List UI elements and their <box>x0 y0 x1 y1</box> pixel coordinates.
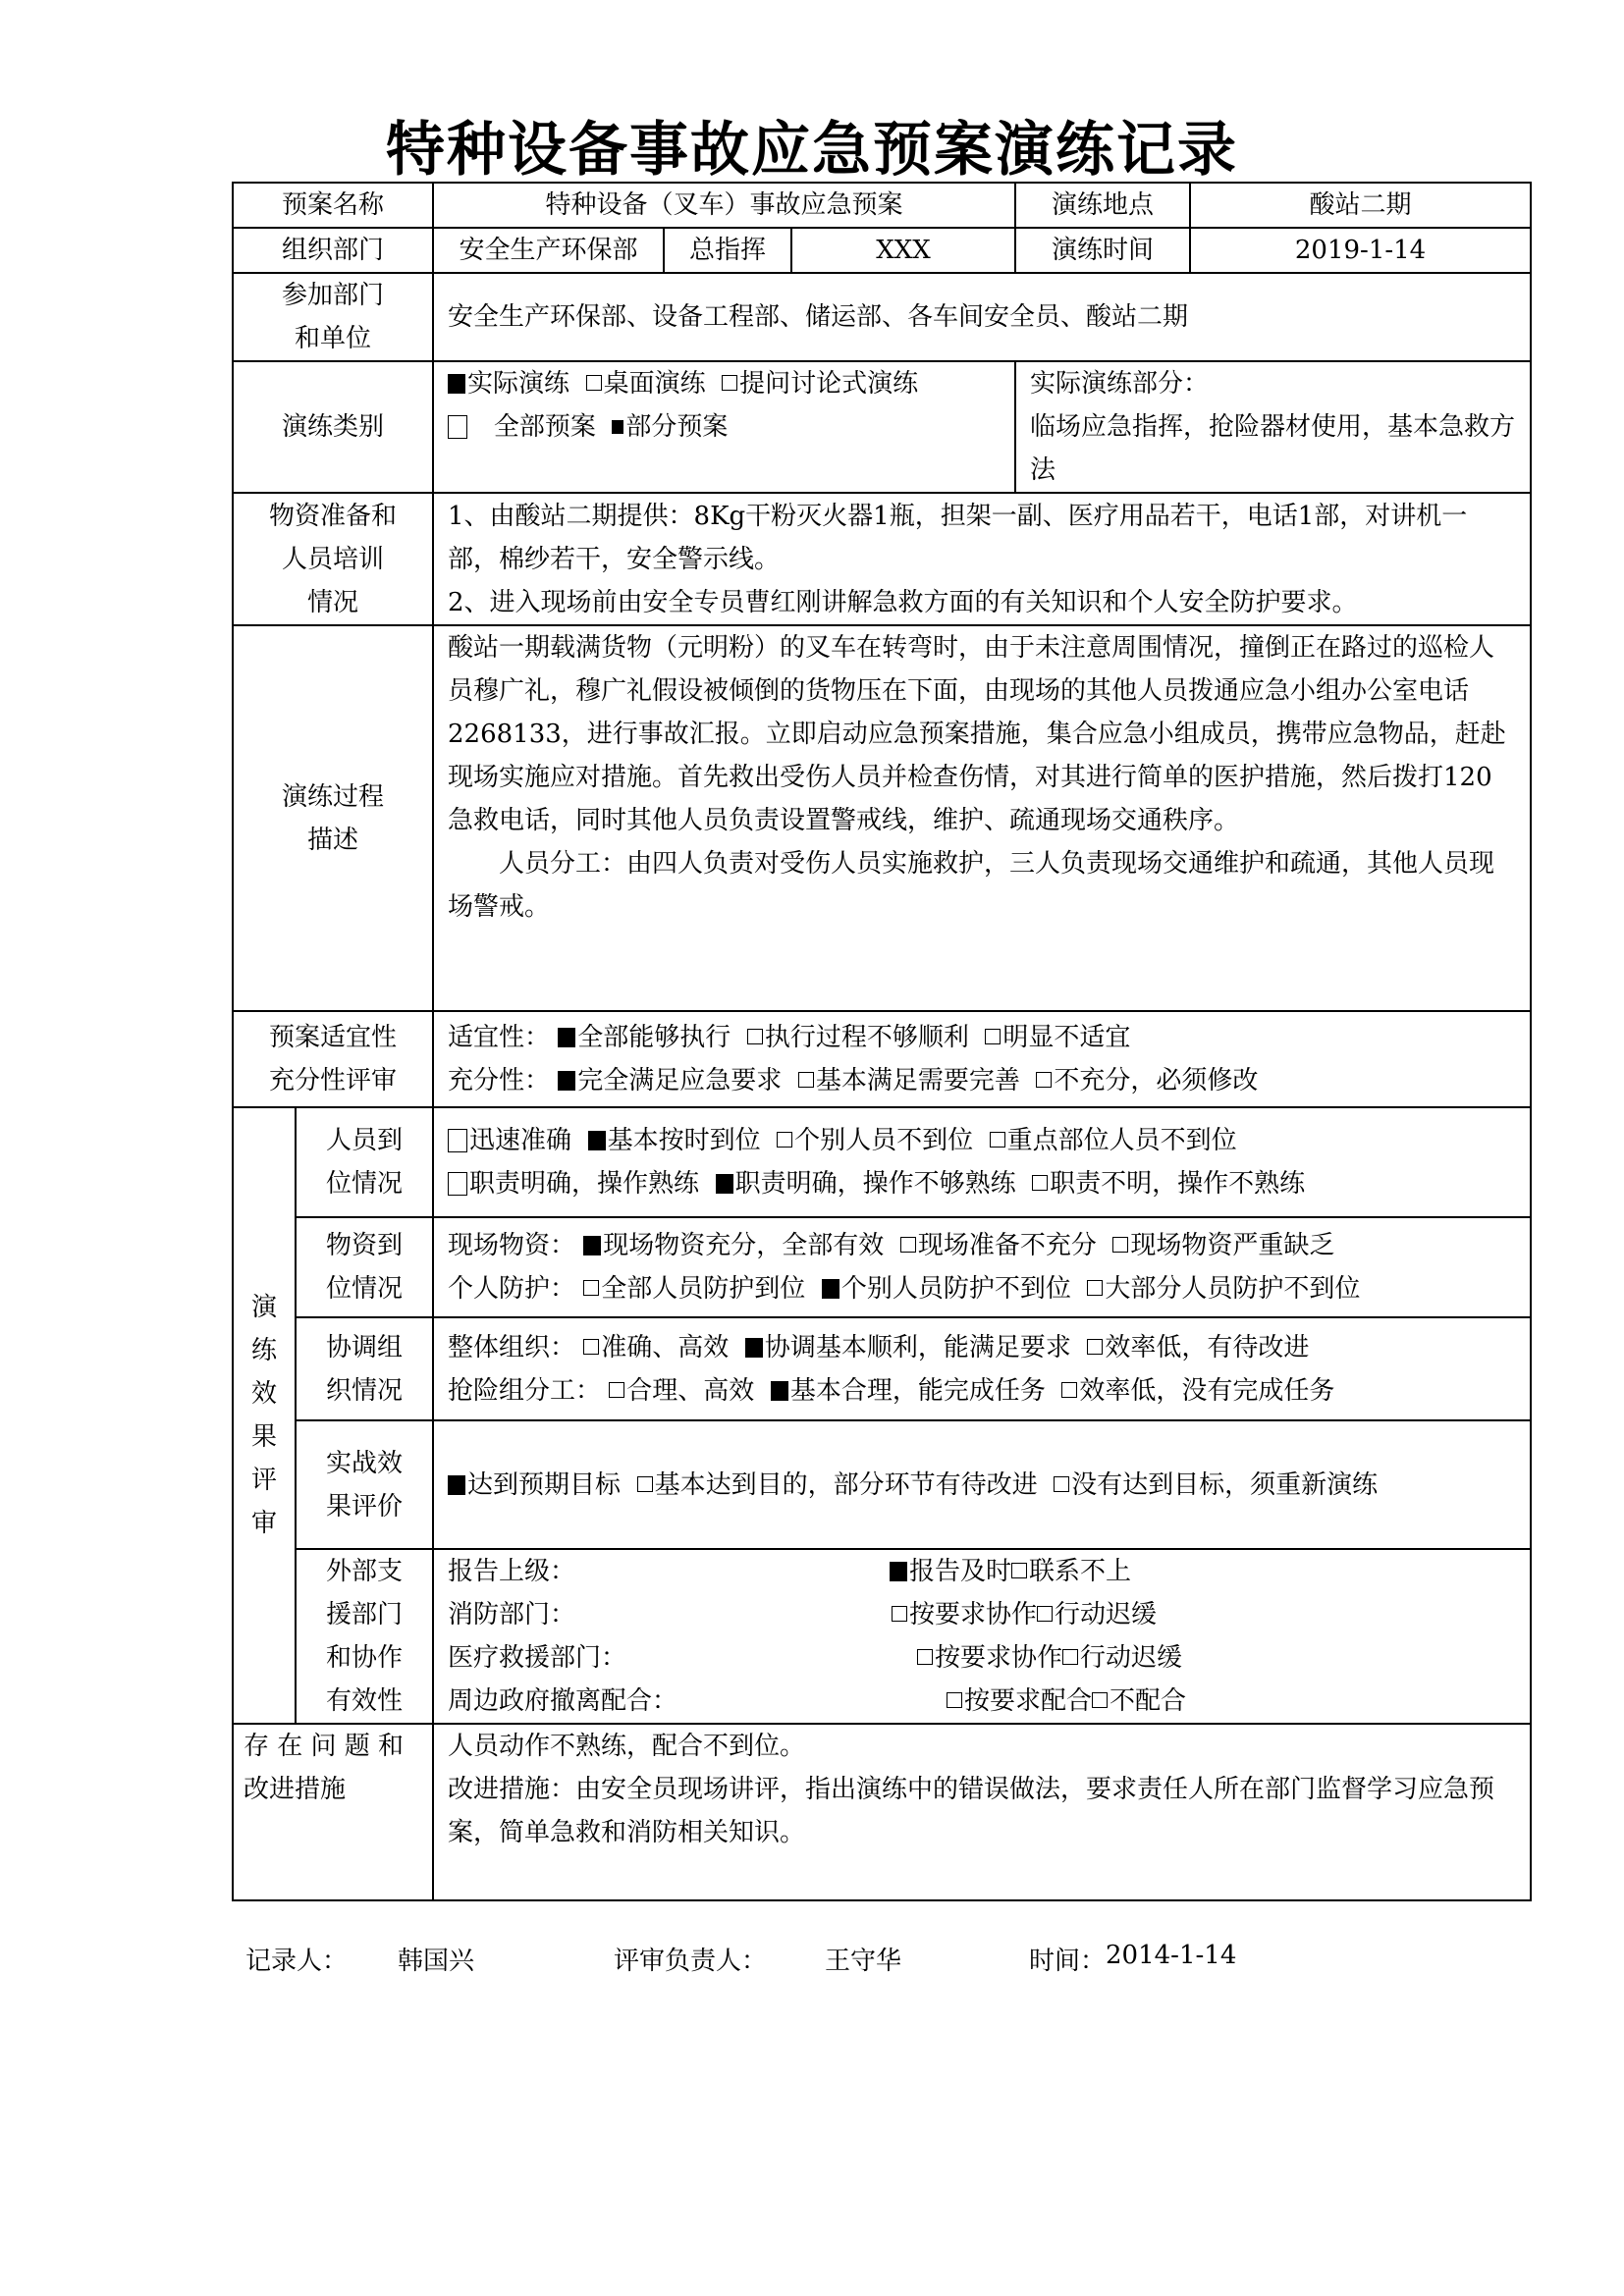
record-time-label: 时间： <box>1029 1947 1107 1976</box>
checkbox-medical-slow[interactable]: 行动迟缓 <box>1062 1636 1182 1680</box>
checkbox-discussion-drill[interactable]: 提问讨论式演练 <box>714 369 918 399</box>
checkbox-fire-cooperate[interactable]: 按要求协作 <box>892 1593 1037 1636</box>
checkbox-adequacy-full[interactable]: 完全满足应急要求 <box>558 1066 782 1095</box>
process-label: 演练过程 描述 <box>233 625 433 1011</box>
checkbox-adequacy-basic[interactable]: 基本满足需要完善 <box>790 1066 1020 1095</box>
checkbox-goal-failed[interactable]: 没有达到目标，须重新演练 <box>1046 1470 1378 1500</box>
checkbox-org-efficient[interactable]: 准确、高效 <box>583 1333 729 1362</box>
personnel-label: 人员到 位情况 <box>296 1107 433 1217</box>
participants-label: 参加部门 和单位 <box>233 273 433 361</box>
issues-row <box>233 1724 1531 1900</box>
checkbox-clear-skilled[interactable]: 职责明确，操作熟练 <box>448 1169 699 1199</box>
coordination-label: 协调组 织情况 <box>296 1317 433 1420</box>
coordination-row <box>233 1317 1531 1420</box>
checkbox-partial-plan[interactable]: 部分预案 <box>604 412 728 442</box>
org-row <box>233 228 1531 273</box>
drill-time-label: 演练时间 <box>1015 228 1190 273</box>
checkbox-protection-all[interactable]: 全部人员防护到位 <box>583 1274 805 1304</box>
suitability-row <box>233 1011 1531 1107</box>
checkbox-key-absent[interactable]: 重点部位人员不到位 <box>981 1126 1236 1155</box>
location-label: 演练地点 <box>1015 183 1190 228</box>
plan-name-value: 特种设备（叉车）事故应急预案 <box>433 183 1015 228</box>
location-value: 酸站二期 <box>1190 183 1531 228</box>
checkbox-suit-unsuitable[interactable]: 明显不适宜 <box>977 1023 1130 1052</box>
checkbox-basically-on-time[interactable]: 基本按时到位 <box>579 1126 760 1155</box>
process-description: 酸站一期载满货物（元明粉）的叉车在转弯时，由于未注意周围情况，撞倒正在路过的巡检人员穆广礼，穆广礼假设被倾倒的货物压在下面，由现场的其他人员拨通应急小组办公室电话2268133，进行事故汇报。立即启动应急预案措施，集合应急小组成员，携带应急物品，赶赴现场实施应对措施。首先救出受伤人员并检查伤情，对其进行简单的医护措施，然后拨打120急救电话，同时其他人员负责设置警戒线，维护、疏通现场交通秩序。 人员分工：由四人负责对受伤人员实施救护，三人负责现场交通维护和疏通，其他人员现场警戒。 <box>433 625 1531 1011</box>
checkbox-materials-sufficient[interactable]: 现场物资充分，全部有效 <box>583 1231 884 1260</box>
checkbox-report-unreachable[interactable]: 联系不上 <box>1011 1550 1131 1593</box>
actual-drill-part: 实际演练部分： 临场应急指挥，抢险器材使用，基本急救方法 <box>1015 361 1531 493</box>
checkbox-fire-slow[interactable]: 行动迟缓 <box>1037 1593 1157 1636</box>
checkbox-clear-unskilled[interactable]: 职责明确，操作不够熟练 <box>707 1169 1015 1199</box>
checkbox-suit-all[interactable]: 全部能够执行 <box>558 1023 731 1052</box>
drill-record-table <box>232 182 1532 1901</box>
reviewer-label: 评审负责人： <box>614 1947 768 1976</box>
preparation-row <box>233 493 1531 625</box>
org-dept-label: 组织部门 <box>233 228 433 273</box>
checkbox-gov-cooperate[interactable]: 按要求配合 <box>947 1680 1092 1723</box>
checkbox-goal-met[interactable]: 达到预期目标 <box>448 1470 621 1500</box>
commander-value: XXX <box>791 228 1015 273</box>
checkbox-report-timely[interactable]: 报告及时 <box>890 1550 1011 1593</box>
drill-type-options <box>433 361 1015 493</box>
checkbox-adequacy-insufficient[interactable]: 不充分，必须修改 <box>1028 1066 1258 1095</box>
suitability-label: 预案适宜性 充分性评审 <box>233 1011 433 1107</box>
org-dept-value: 安全生产环保部 <box>433 228 664 273</box>
checkbox-suit-not-smooth[interactable]: 执行过程不够顺利 <box>739 1023 969 1052</box>
checkbox-division-efficient[interactable]: 合理、高效 <box>609 1376 754 1406</box>
checkbox-full-plan[interactable]: 全部预案 <box>448 412 596 442</box>
checkbox-gov-refuse[interactable]: 不配合 <box>1092 1680 1186 1723</box>
combat-value <box>433 1420 1531 1549</box>
checkbox-medical-cooperate[interactable]: 按要求协作 <box>917 1636 1062 1680</box>
drill-time-value: 2019-1-14 <box>1190 228 1531 273</box>
materials-row <box>233 1217 1531 1317</box>
checkbox-org-smooth[interactable]: 协调基本顺利，能满足要求 <box>737 1333 1071 1362</box>
checkbox-org-low[interactable]: 效率低，有待改进 <box>1079 1333 1309 1362</box>
checkbox-division-low[interactable]: 效率低，没有完成任务 <box>1054 1376 1334 1406</box>
recorder-label: 记录人： <box>245 1947 349 1976</box>
drill-type-row <box>233 361 1531 493</box>
preparation-value: 1、由酸站二期提供：8Kg干粉灭火器1瓶，担架一副、医疗用品若干，电话1部，对讲机一部，棉纱若干，安全警示线。 2、进入现场前由安全专员曹红刚讲解急救方面的有关知识和个人安全防护要求。 <box>433 493 1531 625</box>
record-time-value: 2014-1-14 <box>1106 1941 1237 1970</box>
checkbox-materials-lacking[interactable]: 现场物资严重缺乏 <box>1105 1231 1334 1260</box>
checkbox-protection-some[interactable]: 个别人员防护不到位 <box>814 1274 1071 1304</box>
external-label: 外部支 援部门 和协作 有效性 <box>296 1549 433 1724</box>
checkbox-tabletop-drill[interactable]: 桌面演练 <box>577 369 705 399</box>
process-row <box>233 625 1531 1011</box>
materials-label: 物资到 位情况 <box>296 1217 433 1317</box>
materials-value: 现场物资： 现场物资充分，全部有效 现场准备不充分 现场物资严重缺乏 个人防护： 全部人员防护到位 个别人员防护不到位 大部分人员防护不到位 <box>433 1217 1531 1317</box>
coordination-value: 整体组织： 准确、高效 协调基本顺利，能满足要求 效率低，有待改进 抢险组分工： 合理、高效 基本合理，能完成任务 效率低，没有完成任务 <box>433 1317 1531 1420</box>
reviewer-name: 王守华 <box>825 1947 902 1976</box>
external-value: 报告上级： 报告及时 联系不上 消防部门： 按要求协作 行动迟缓 医疗救援部门： 按要求协作 行动迟缓 周边政府撤离配合： 按要求配合 不配合 <box>433 1549 1531 1724</box>
recorder-name: 韩国兴 <box>398 1947 475 1976</box>
issues-value: 人员动作不熟练，配合不到位。 改进措施：由安全员现场讲评，指出演练中的错误做法，要求责任人所在部门监督学习应急预案，简单急救和消防相关知识。 <box>433 1724 1531 1900</box>
checkbox-goal-basic[interactable]: 基本达到目的，部分环节有待改进 <box>628 1470 1037 1500</box>
combat-label: 实战效 果评价 <box>296 1420 433 1549</box>
personnel-row <box>233 1107 1531 1217</box>
drill-type-label: 演练类别 <box>233 361 433 493</box>
combat-row <box>233 1420 1531 1549</box>
plan-name-row <box>233 183 1531 228</box>
participants-row <box>233 273 1531 361</box>
issues-label: 存 在 问 题 和 改进措施 <box>233 1724 433 1900</box>
plan-name-label: 预案名称 <box>233 183 433 228</box>
checkbox-actual-drill[interactable]: 实际演练 <box>448 369 569 399</box>
checkbox-division-reasonable[interactable]: 基本合理，能完成任务 <box>763 1376 1046 1406</box>
checkbox-materials-insufficient[interactable]: 现场准备不充分 <box>893 1231 1097 1260</box>
checkbox-some-absent[interactable]: 个别人员不到位 <box>769 1126 973 1155</box>
evaluation-group-label: 演 练 效 果 评 审 <box>233 1107 296 1724</box>
suitability-value: 适宜性： 全部能够执行 执行过程不够顺利 明显不适宜 充分性： 完全满足应急要求 基本满足需要完善 不充分，必须修改 <box>433 1011 1531 1107</box>
personnel-value <box>433 1107 1531 1217</box>
commander-label: 总指挥 <box>664 228 791 273</box>
preparation-label: 物资准备和 人员培训 情况 <box>233 493 433 625</box>
document-title: 特种设备事故应急预案演练记录 <box>386 116 1238 185</box>
participants-value: 安全生产环保部、设备工程部、储运部、各车间安全员、酸站二期 <box>433 273 1531 361</box>
external-row <box>233 1549 1531 1724</box>
checkbox-protection-most[interactable]: 大部分人员防护不到位 <box>1079 1274 1360 1304</box>
checkbox-quick-accurate[interactable]: 迅速准确 <box>448 1126 571 1155</box>
checkbox-unclear-unskilled[interactable]: 职责不明，操作不熟练 <box>1024 1169 1305 1199</box>
